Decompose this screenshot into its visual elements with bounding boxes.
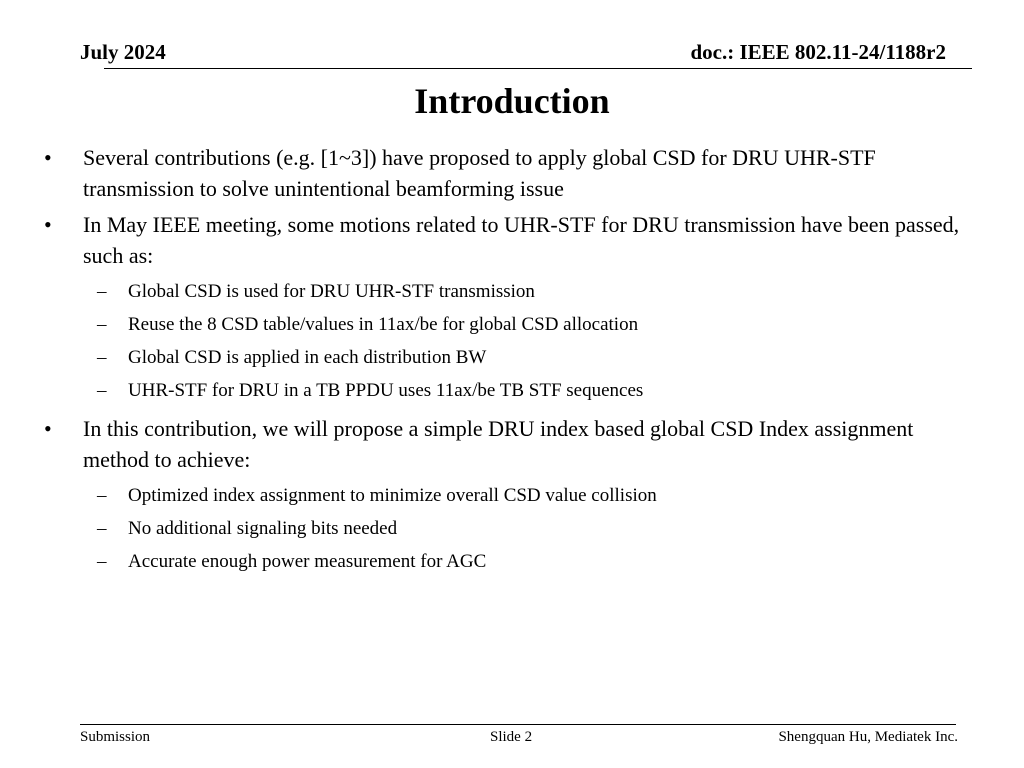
sub-bullet-text: UHR-STF for DRU in a TB PPDU uses 11ax/be TB STF sequences [128, 380, 644, 401]
bullet-item [44, 142, 974, 204]
sub-bullet-marker: – [97, 281, 107, 302]
sub-bullet-list [83, 479, 974, 578]
sub-bullet-item [83, 512, 974, 545]
sub-bullet-marker: – [97, 518, 107, 539]
sub-bullet-text: No additional signaling bits needed [128, 518, 398, 539]
sub-bullet-text: Optimized index assignment to minimize overall CSD value collision [128, 485, 657, 506]
header-divider [104, 68, 972, 69]
sub-bullet-text: Reuse the 8 CSD table/values in 11ax/be for global CSD allocation [128, 314, 639, 335]
bullet-marker: • [44, 416, 52, 441]
bullet-item [44, 209, 974, 407]
sub-bullet-marker: – [97, 314, 107, 335]
footer-divider [80, 724, 956, 725]
sub-bullet-item [83, 374, 974, 407]
sub-bullet-text: Accurate enough power measurement for AGC [128, 551, 487, 572]
bullet-text: In this contribution, we will propose a simple DRU index based global CSD Index assignment method to achieve: [83, 416, 914, 472]
bullet-marker: • [44, 145, 52, 170]
header-date: July 2024 [80, 40, 166, 64]
bullet-item [44, 413, 974, 578]
footer-submission: Submission [80, 729, 151, 745]
slide-title: Introduction [414, 81, 610, 121]
sub-bullet-marker: – [97, 347, 107, 368]
sub-bullet-item [83, 308, 974, 341]
sub-bullet-list [83, 275, 974, 407]
sub-bullet-text: Global CSD is applied in each distribution BW [128, 347, 487, 368]
sub-bullet-marker: – [97, 551, 107, 572]
header-doc-id: doc.: IEEE 802.11-24/1188r2 [690, 40, 946, 64]
bullet-list [44, 142, 974, 584]
sub-bullet-item [83, 545, 974, 578]
sub-bullet-item [83, 341, 974, 374]
sub-bullet-marker: – [97, 485, 107, 506]
bullet-marker: • [44, 212, 52, 237]
sub-bullet-text: Global CSD is used for DRU UHR-STF transmission [128, 281, 535, 302]
bullet-text: Several contributions (e.g. [1~3]) have proposed to apply global CSD for DRU UHR-STF transmission to solve unintentional beamforming issue [83, 145, 876, 201]
sub-bullet-marker: – [97, 380, 107, 401]
footer-slide-number: Slide 2 [490, 729, 533, 745]
bullet-text: In May IEEE meeting, some motions related to UHR-STF for DRU transmission have been passed, such as: [83, 212, 960, 268]
sub-bullet-item [83, 275, 974, 308]
footer-author: Shengquan Hu, Mediatek Inc. [778, 729, 958, 745]
sub-bullet-item [83, 479, 974, 512]
